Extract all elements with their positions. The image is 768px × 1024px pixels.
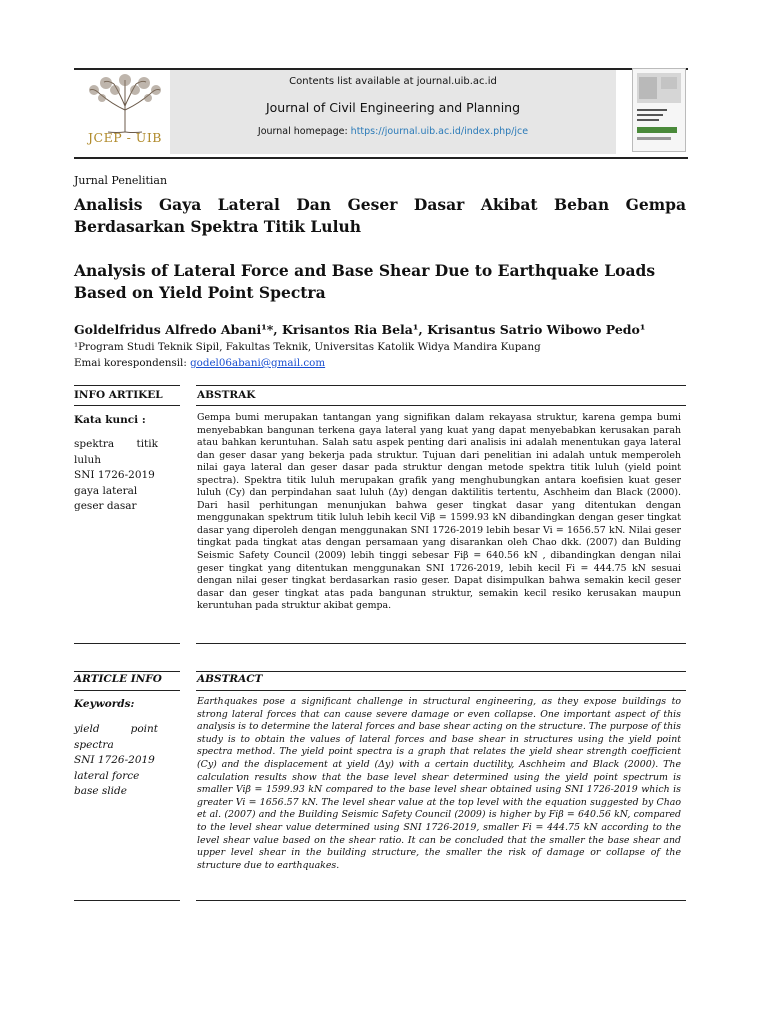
abstract-text: Earthquakes pose a significant challenge in structural engineering, as they expose buildings to strong lateral forces that can cause severe damage or even collapse. One important aspect of this analysis is to determine the lateral forces and base shear acting on the structure. The purpose of this study is to obtain the values of lateral forces and base shear in structures using the yield point spectra method. The yield point spectra is a graph that relates the yield shear strength coefficient (Cy) and the displacement at yield (Δy) with a certain ductility, Aschheim and Black (2000). The calculation results show that the base level shear determined using the yield point spectrum is smaller Viβ = 1599.93 kN compared to the base level shear obtained using SNI 1726-2019 which is greater Vi = 1656.57 kN. The level shear value at the top level with the equation suggested by Chao et al. (2007) and the Building Seismic Safety Council (2009) is higher by Fiβ = 640.56 kN, compared to the level shear value determined using SNI 1726-2019, smaller Fi = 444.75 kN according to the level shear value based on the shear ratio. It can be concluded that the smaller the base shear and upper level shear in the building structure, the smaller the risk of damage or collapse of the structure due to earthquakes. xyxy=(197,696,681,871)
keyword-item: SNI 1726-2019 xyxy=(74,754,155,767)
kata-kunci-list xyxy=(74,437,158,515)
keyword-item: spektra titik luluh xyxy=(74,438,158,466)
journal-cover-thumbnail xyxy=(632,68,686,152)
contents-line: Contents list available at journal.uib.ac.id xyxy=(289,76,497,87)
keyword-item: yield point spectra xyxy=(74,723,158,751)
abstrak-heading: ABSTRAK xyxy=(197,389,256,401)
info-mid-rule-left xyxy=(74,405,180,406)
homepage-label: Journal homepage: xyxy=(257,126,351,137)
journal-homepage xyxy=(170,126,616,137)
logo-text: JCEP - UIB xyxy=(88,130,162,145)
article-info-heading: ARTICLE INFO xyxy=(74,673,162,685)
homepage-link[interactable]: https://journal.uib.ac.id/index.php/jce xyxy=(350,126,529,137)
keyword-item: lateral force xyxy=(74,769,140,782)
email-label: Emai korespondensil: xyxy=(74,357,191,369)
info-artikel-heading: INFO ARTIKEL xyxy=(74,389,163,401)
article-info-top-rule-right xyxy=(196,671,686,672)
affiliation: ¹Program Studi Teknik Sipil, Fakultas Teknik, Universitas Katolik Widya Mandira Kupang xyxy=(74,341,541,353)
abstrak-bottom-rule-left xyxy=(74,643,180,644)
kata-kunci-label: Kata kunci : xyxy=(74,414,146,426)
abstrak-bottom-rule-right xyxy=(196,643,686,644)
info-mid-rule-right xyxy=(196,405,686,406)
keyword-item: SNI 1726-2019 xyxy=(74,469,155,482)
title-english: Analysis of Lateral Force and Base Shear Due to Earthquake Loads Based on Yield Point Spectra xyxy=(74,261,656,302)
journal-name: Journal of Civil Engineering and Planning xyxy=(265,100,521,115)
abstrak-text: Gempa bumi merupakan tantangan yang signifikan dalam rekayasa struktur, karena gempa bumi menyebabkan bangunan terkena gaya lateral yang kuat yang dapat menyebabkan kerusakan parah atau bahkan keruntuhan. Salah satu aspek penting dari analisis ini adalah menentukan gaya lateral dan geser dasar yang bekerja pada struktur. Tujuan dari penelitian ini adalah untuk memperoleh nilai gaya lateral dan geser dasar pada struktur dengan metode spektra titik luluh (yield point spectra). Spektra titik luluh merupakan grafik yang menghubungkan antara koefisien kuat geser luluh (Cy) dan perpindahan saat luluh (Δy) dengan daktilitis tertentu, Aschheim dan Black (2000). Dari hasil perhitungan menunjukan bahwa geser tingkat dasar yang ditentukan dengan menggunakan spektrum titik luluh lebih kecil Viβ = 1599.93 kN dibandingkan dengan geser tingkat dasar yang diperoleh dengan menggunakan SNI 1726-2019 lebih besar Vi = 1656.57 kN. Nilai geser tingkat pada tingkat atas dengan persamaan yang disarankan oleh Chao dkk. (2007) dan Bulding Seismic Safety Council (2009) lebih tinggi sebesar Fiβ = 640.56 kN , dibandingkan dengan nilai geser tingkat yang ditentukan menggunakan SNI 1726-2019, lebih kecil Fi = 444.75 kN sesuai dengan nilai geser tingkat berdasarkan rasio geser. Dapat disimpulkan bahwa semakin kecil geser dasar dan geser tingkat atas pada bangunan struktur, semakin kecil resiko kerusakan maupun keruntuhan pada struktur akibat gempa. xyxy=(197,412,681,612)
article-type: Jurnal Penelitian xyxy=(74,174,168,187)
article-info-mid-rule-left xyxy=(74,690,180,691)
keyword-item: geser dasar xyxy=(74,500,137,513)
journal-header-band xyxy=(170,70,616,154)
keywords-list xyxy=(74,722,158,800)
abstract-bottom-rule-right xyxy=(196,900,686,901)
info-top-rule-left xyxy=(74,385,180,386)
article-info-mid-rule-right xyxy=(196,690,686,691)
article-info-top-rule-left xyxy=(74,671,180,672)
corresponding-email xyxy=(74,357,325,369)
title-indonesian: Analisis Gaya Lateral Dan Geser Dasar Akibat Beban Gempa Berdasarkan Spektra Titik Luluh xyxy=(74,195,686,236)
abstract-heading: ABSTRACT xyxy=(197,673,263,685)
header-bottom-rule xyxy=(74,157,688,159)
email-link[interactable]: godel06abani@gmail.com xyxy=(190,357,326,369)
keywords-label: Keywords: xyxy=(74,698,135,710)
keyword-item: base slide xyxy=(74,785,127,798)
authors: Goldelfridus Alfredo Abani¹*, Krisantos Ria Bela¹, Krisantus Satrio Wibowo Pedo¹ xyxy=(74,322,646,337)
info-top-rule-right xyxy=(196,385,686,386)
abstract-bottom-rule-left xyxy=(74,900,180,901)
keyword-item: gaya lateral xyxy=(74,484,138,497)
